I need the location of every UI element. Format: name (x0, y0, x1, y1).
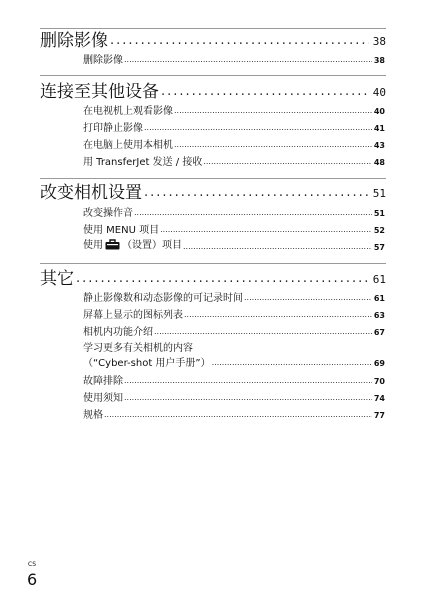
toolbox-settings-icon (105, 238, 120, 254)
item-page-number: 41 (373, 124, 385, 133)
toc-section-delete[interactable] (40, 31, 386, 51)
item-page-number: 69 (373, 359, 385, 368)
toc-item[interactable] (83, 324, 385, 339)
toc-item[interactable] (83, 290, 385, 305)
toc-item[interactable] (83, 407, 385, 422)
section-divider (40, 178, 386, 179)
toc-item[interactable] (83, 154, 385, 169)
dot-leader (160, 224, 372, 236)
dot-leader (203, 156, 372, 168)
page-number: 6 (27, 570, 38, 589)
toc-item[interactable] (83, 52, 385, 67)
section-title: 改变相机设置 (40, 183, 142, 203)
dot-leader (144, 185, 369, 201)
dot-leader (76, 271, 369, 287)
toc-item[interactable] (83, 390, 385, 405)
toc-section-other[interactable] (40, 269, 386, 289)
item-title-after: （设置）项目 (122, 240, 182, 251)
item-page-number: 40 (373, 107, 385, 116)
item-title: 在电脑上使用本相机 (83, 140, 173, 151)
item-page-number: 74 (373, 394, 385, 403)
section-page-number: 40 (372, 86, 386, 99)
section-title: 连接至其他设备 (40, 82, 159, 102)
item-title: 在电视机上观看影像 (83, 106, 173, 117)
dot-leader (184, 309, 372, 321)
item-page-number: 67 (373, 328, 385, 337)
dot-leader (110, 33, 369, 49)
item-title: 删除影像 (83, 55, 123, 66)
item-title-before: 使用 (83, 240, 103, 251)
dot-leader (244, 292, 372, 304)
item-title: 屏幕上显示的图标列表 (83, 310, 183, 321)
toc-item[interactable] (83, 120, 385, 135)
item-title: 改变操作音 (83, 208, 133, 219)
section-page-number: 38 (372, 35, 386, 48)
item-page-number: 57 (373, 243, 385, 252)
item-title: 打印静止影像 (83, 123, 143, 134)
dot-leader (124, 375, 372, 387)
section-divider (40, 263, 386, 264)
toc-item[interactable] (83, 222, 385, 237)
item-page-number: 51 (373, 209, 385, 218)
item-title-line1[interactable]: 学习更多有关相机的内容 (83, 343, 193, 354)
section-divider (40, 75, 386, 76)
item-title: 使用 MENU 项目 (83, 225, 160, 236)
item-title (83, 238, 182, 254)
dot-leader (161, 84, 369, 100)
dot-leader (174, 139, 372, 151)
item-page-number: 52 (373, 226, 385, 235)
section-title: 其它 (40, 269, 74, 289)
item-page-number: 43 (373, 141, 385, 150)
item-title: 规格 (83, 410, 103, 421)
section-divider (40, 28, 386, 29)
dot-leader (144, 122, 372, 134)
dot-leader (124, 392, 372, 404)
toc-item[interactable] (83, 103, 385, 118)
dot-leader (174, 105, 372, 117)
toc-section-settings[interactable] (40, 183, 386, 203)
toc-item[interactable] (83, 239, 385, 254)
language-code: CS (28, 561, 36, 568)
toc-item[interactable] (83, 205, 385, 220)
dot-leader (154, 326, 372, 338)
item-page-number: 77 (373, 411, 385, 420)
item-title: 故障排除 (83, 376, 123, 387)
dot-leader (212, 357, 372, 369)
section-title: 删除影像 (40, 31, 108, 51)
toc-item[interactable] (83, 137, 385, 152)
item-title: 静止影像数和动态影像的可记录时间 (83, 293, 243, 304)
section-page-number: 61 (372, 273, 386, 286)
item-title: 相机内功能介绍 (83, 327, 153, 338)
item-page-number: 70 (373, 377, 385, 386)
item-title: 用 TransferJet 发送 / 接收 (83, 157, 203, 168)
dot-leader (134, 207, 372, 219)
item-title: （“Cyber-shot 用户手册”） (83, 358, 211, 369)
item-title: 使用须知 (83, 393, 123, 404)
toc-item[interactable] (83, 355, 385, 370)
dot-leader (104, 409, 372, 421)
toc-item[interactable] (83, 373, 385, 388)
item-page-number: 63 (373, 311, 385, 320)
dot-leader (124, 54, 372, 66)
dot-leader (183, 241, 372, 253)
section-page-number: 51 (372, 187, 386, 200)
item-page-number: 61 (373, 294, 385, 303)
item-page-number: 48 (373, 158, 385, 167)
item-page-number: 38 (373, 56, 385, 65)
toc-item[interactable] (83, 307, 385, 322)
toc-section-connect[interactable] (40, 82, 386, 102)
